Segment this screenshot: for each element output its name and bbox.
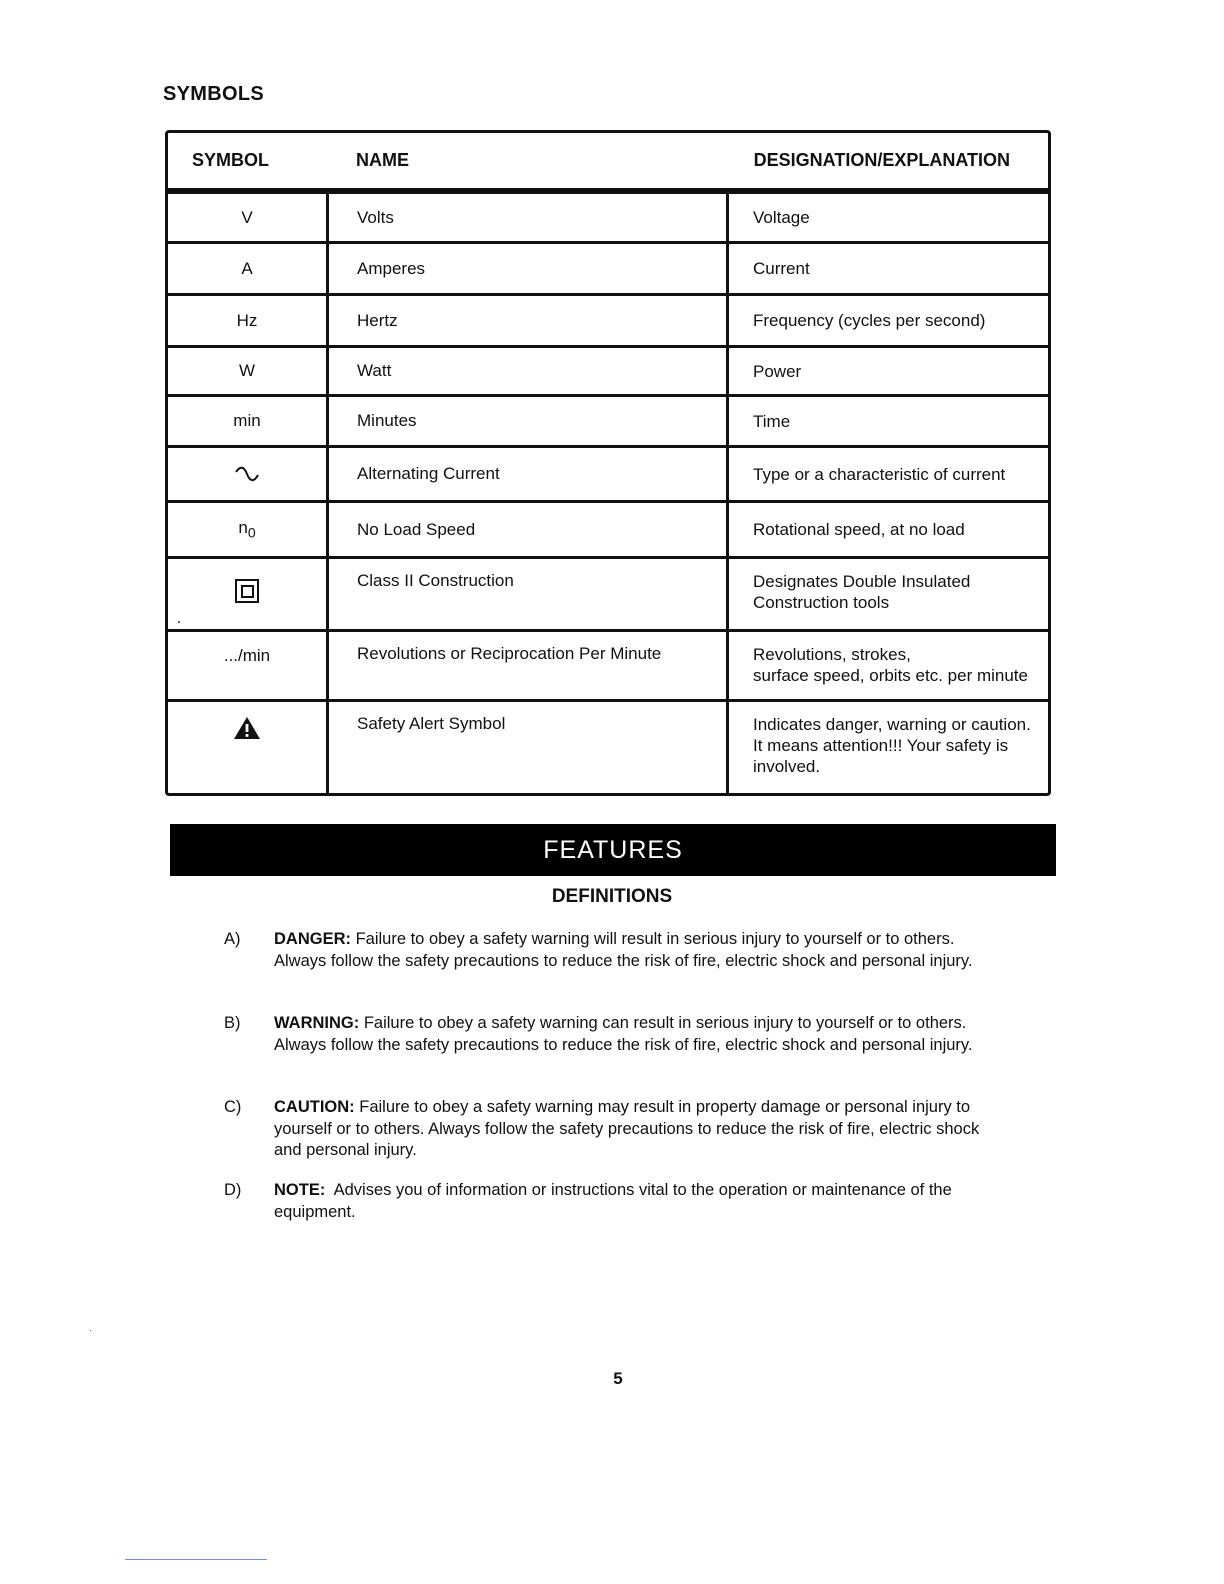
name-cell: Class II Construction [326,559,726,629]
definition-term: CAUTION: [274,1098,355,1116]
table-row [168,191,1048,241]
definition-letter: D) [224,1181,242,1199]
definition-letter: B) [224,1014,241,1032]
designation-cell: Time [726,397,1048,445]
no-load-speed-symbol: $n_0$ [238,518,256,541]
symbols-table [165,130,1051,796]
designation-cell: Type or a characteristic of current [726,448,1048,500]
definition-text: Failure to obey a safety warning may result in property damage or personal injury to yourself or to others. Always follow the safety precautions to reduce the risk of fire, electric shock and personal injury. [274,1098,980,1159]
designation-cell: Frequency (cycles per second) [726,296,1048,345]
designation-cell: Designates Double Insulated Construction tools [726,559,1048,629]
definition-item-danger [224,929,984,972]
section-heading-symbols: SYMBOLS [163,83,264,105]
table-row [168,629,1048,699]
symbol-cell: W [238,361,256,380]
table-row [168,445,1048,500]
symbol-cell: Hz [236,310,258,330]
name-cell: Watt [326,348,726,394]
scan-speck [178,621,180,623]
table-row [168,345,1048,394]
symbol-cell [168,503,326,556]
name-cell: Minutes [326,397,726,445]
symbol-cell: .../min [223,646,271,665]
symbol-cell [168,702,326,793]
symbol-cell [168,448,326,500]
definitions-title: DEFINITIONS [551,886,673,907]
definition-term: DANGER: [274,930,351,948]
definition-text: Advises you of information or instructions vital to the operation or maintenance of the equipment. [274,1181,957,1221]
scan-speck [90,1330,91,1331]
designation-cell: Power [726,348,1048,394]
name-cell: Alternating Current [326,448,726,500]
header-designation: DESIGNATION/EXPLANATION [753,150,1010,170]
header-symbol: SYMBOL [192,150,270,170]
name-cell: Volts [326,194,726,241]
definition-term: WARNING: [274,1014,360,1032]
header-name: NAME [356,150,409,170]
table-row [168,394,1048,445]
definition-item-note [224,1180,984,1223]
symbol-cell: V [241,207,253,227]
definition-letter: C) [224,1098,242,1116]
designation-cell: Current [726,244,1048,293]
symbol-cell: min [233,411,261,430]
designation-cell: Indicates danger, warning or caution. It means attention!!! Your safety is involved. [726,702,1048,793]
page-number: 5 [613,1369,623,1388]
footer-rule [125,1559,267,1560]
table-row [168,293,1048,345]
table-row [168,699,1048,793]
symbol-cell: A [241,258,253,278]
designation-cell: Rotational speed, at no load [726,503,1048,556]
definition-item-warning [224,1013,984,1056]
alternating-current-icon [234,466,260,482]
table-row [168,556,1048,629]
definition-item-caution [224,1097,984,1162]
definition-term: NOTE: [274,1181,326,1199]
class-ii-construction-icon [235,579,259,603]
definition-text: Failure to obey a safety warning will result in serious injury to yourself or to others. Always follow the safety precautions to reduce the risk of fire, electric shock and personal injury. [274,930,973,970]
definition-text: Failure to obey a safety warning can result in serious injury to yourself or to others. Always follow the safety precautions to reduce the risk of fire, electric shock and personal injury. [274,1014,973,1054]
name-cell: Amperes [326,244,726,293]
name-cell: No Load Speed [326,503,726,556]
table-row [168,500,1048,556]
name-cell: Revolutions or Reciprocation Per Minute [326,632,726,699]
features-banner: FEATURES [170,824,1056,876]
name-cell: Hertz [326,296,726,345]
table-header [168,133,1048,191]
definition-letter: A) [224,930,241,948]
designation-cell: Revolutions, strokes, surface speed, orbits etc. per minute [726,632,1048,699]
symbol-cell [168,559,326,629]
table-row [168,241,1048,293]
name-cell: Safety Alert Symbol [326,702,726,793]
designation-cell: Voltage [726,194,1048,241]
safety-alert-icon [233,716,261,740]
